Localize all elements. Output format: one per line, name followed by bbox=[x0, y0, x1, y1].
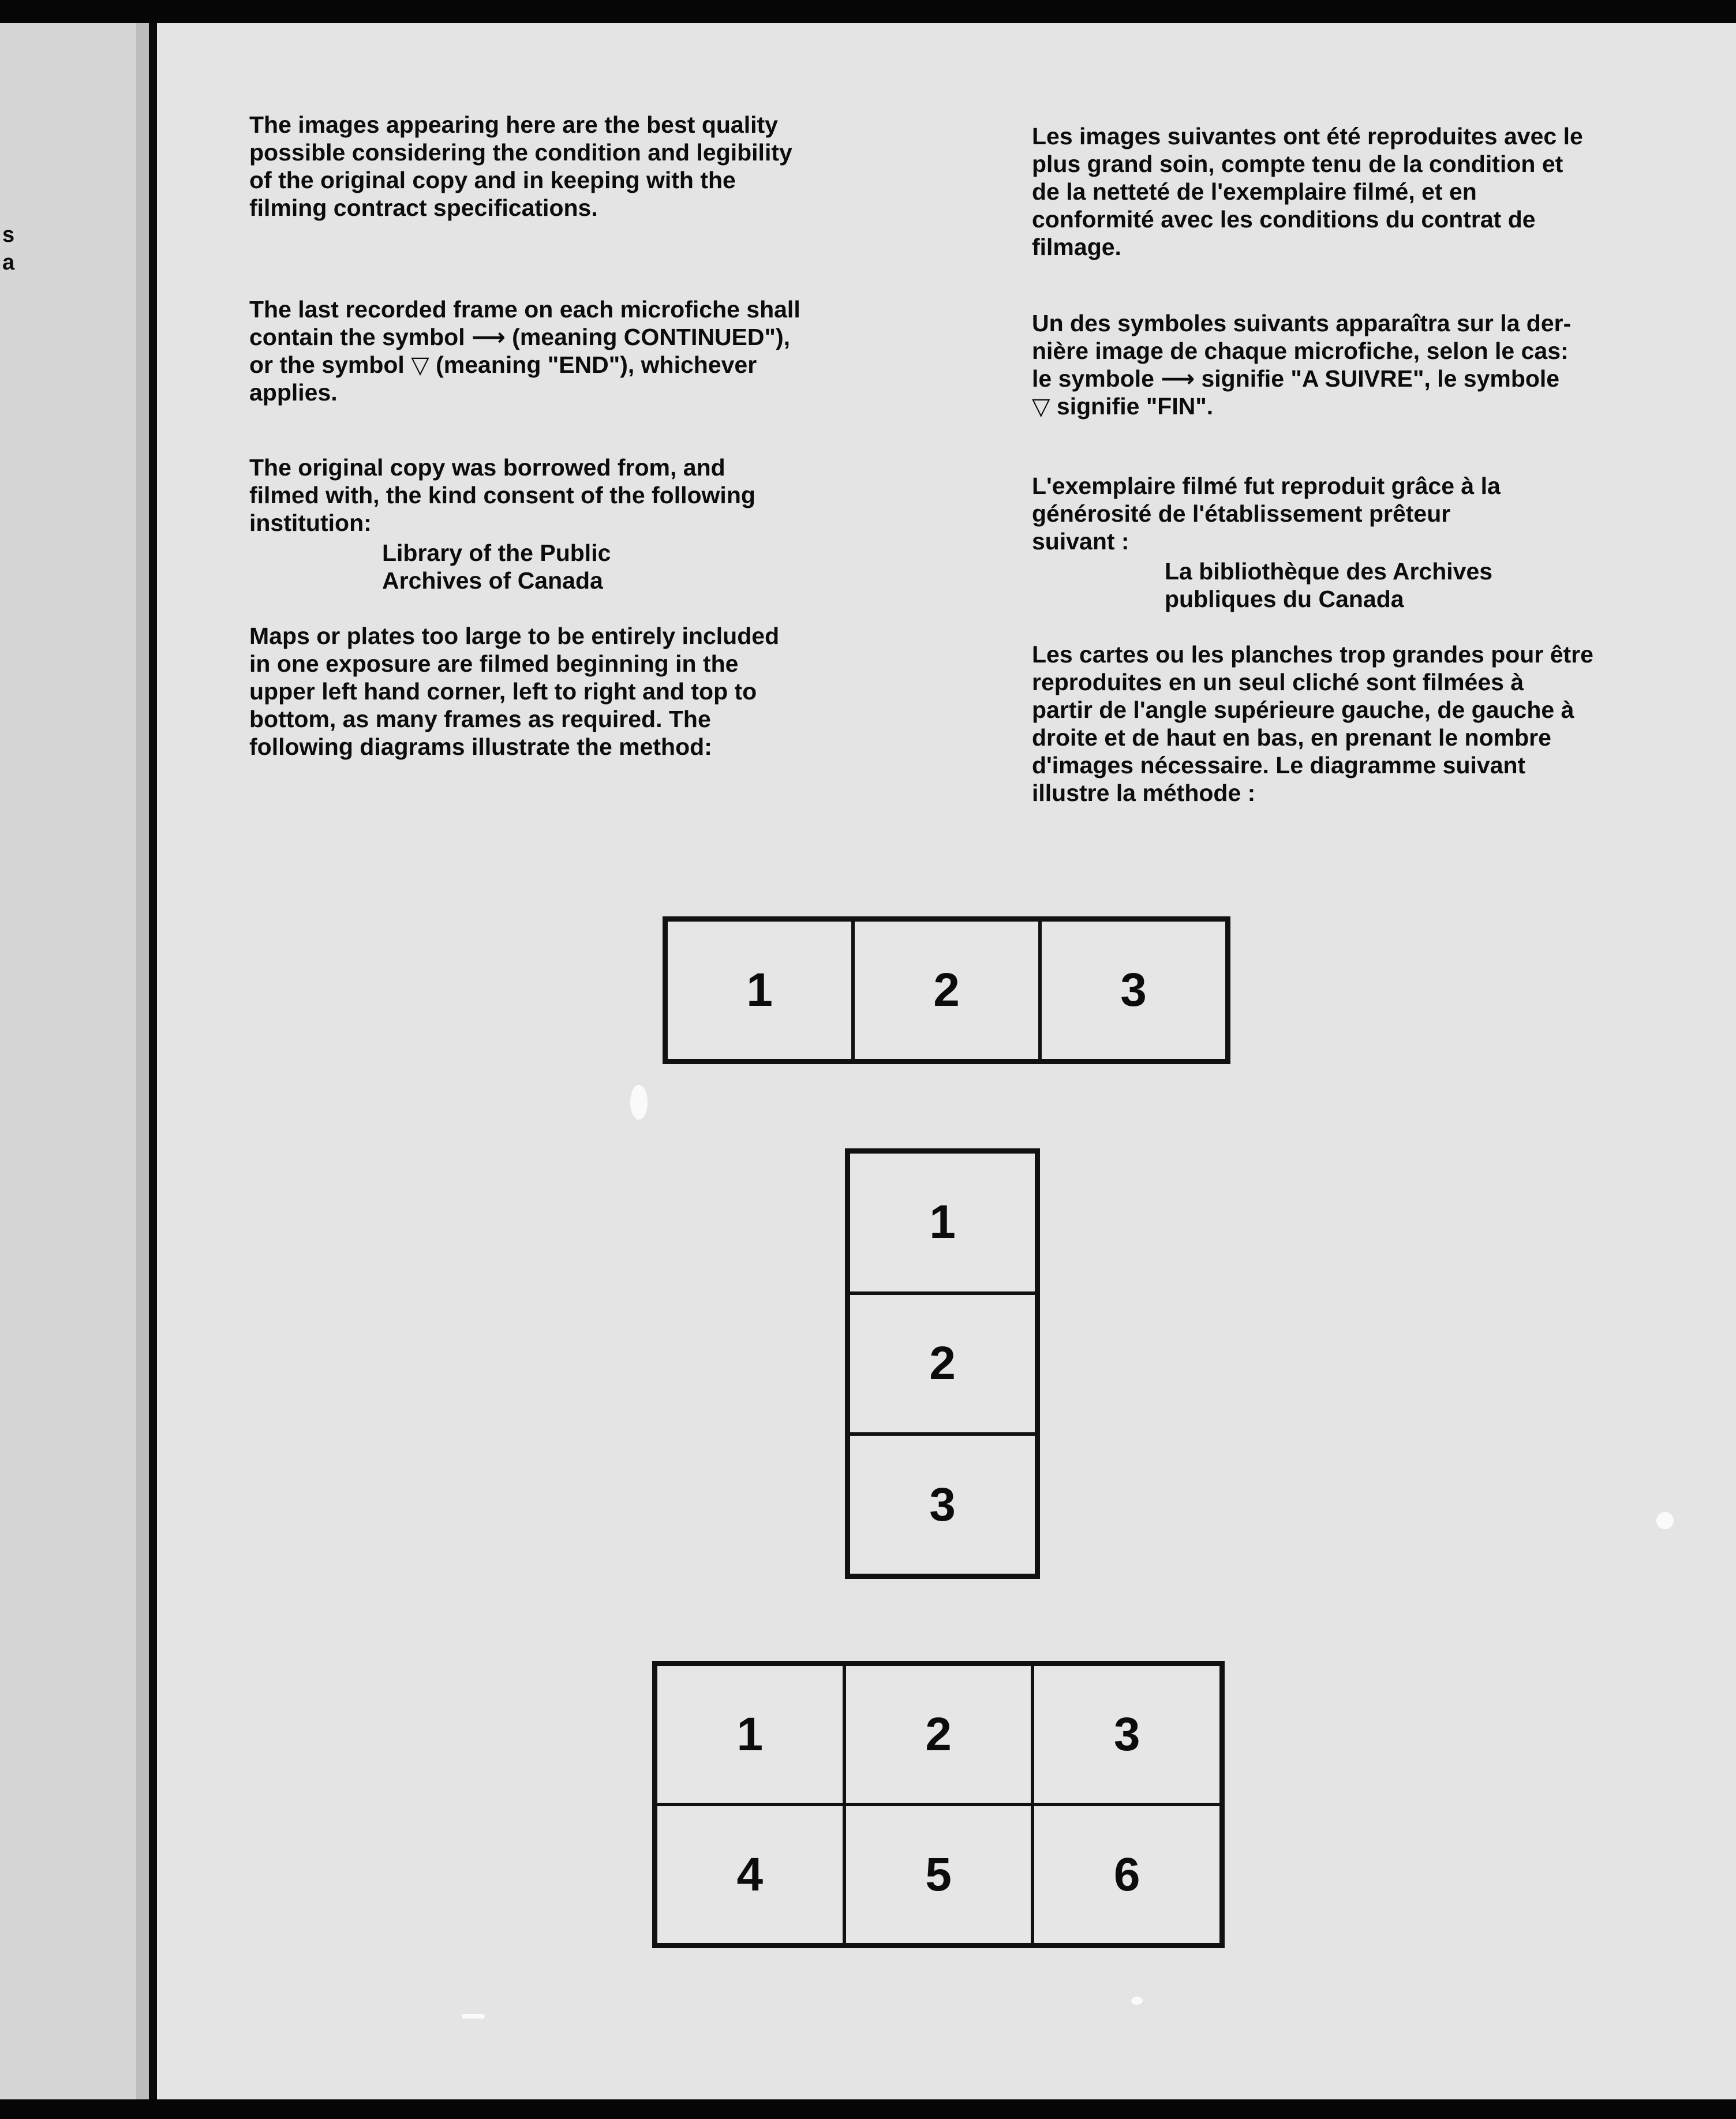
french-paragraph-maps: Les cartes ou les planches trop grandes pour être reproduites en un seul cliché sont filmées à partir de l'angle supérieure gauche, de gauche à droite et de haut en bas, en prenant le nombre d'images nécessaire. Le diagramme suivant illustre la méthode : bbox=[1032, 641, 1593, 806]
frame-cell: 6 bbox=[1032, 1804, 1221, 1945]
french-column bbox=[1032, 122, 1713, 807]
english-institution: Library of the Public Archives of Canada bbox=[382, 540, 611, 594]
french-paragraph-source: L'exemplaire filmé fut reproduit grâce à la générosité de l'établissement prêteur suivant : bbox=[1032, 473, 1501, 555]
frame-cell: 3 bbox=[1040, 920, 1227, 1061]
frame-cell: 2 bbox=[853, 920, 1040, 1061]
page-fold-line bbox=[149, 23, 157, 2099]
french-institution: La bibliothèque des Archives publiques du Canada bbox=[1165, 558, 1493, 612]
french-paragraph-symbols: Un des symboles suivants apparaîtra sur la der- nière image de chaque microfiche, selon le cas: le symbole ⟶ signifie "A SUIVRE", le symbole ▽ signifie "FIN". bbox=[1032, 310, 1572, 420]
english-paragraph-source: The original copy was borrowed from, and filmed with, the kind consent of the following institution: bbox=[249, 454, 755, 536]
english-paragraph-quality: The images appearing here are the best quality possible considering the condition and legibility of the original copy and in keeping with the filming contract specifications. bbox=[249, 111, 792, 221]
dust-speck bbox=[630, 1085, 648, 1120]
margin-fragment-s: s bbox=[2, 223, 15, 247]
french-paragraph-quality: Les images suivantes ont été reproduites avec le plus grand soin, compte tenu de la condition et de la netteté de l'exemplaire filmé, et en conformité avec les conditions du contrat de filmage. bbox=[1032, 123, 1583, 260]
dust-speck bbox=[462, 2014, 485, 2019]
film-edge-bottom bbox=[0, 2099, 1736, 2119]
film-edge-top bbox=[0, 0, 1736, 23]
frame-cell: 3 bbox=[848, 1434, 1037, 1575]
previous-page-strip bbox=[0, 23, 149, 2099]
diagram-row bbox=[663, 916, 1230, 1064]
frame-cell: 1 bbox=[656, 1664, 844, 1804]
diagram-grid bbox=[652, 1661, 1225, 1948]
diagram-column bbox=[845, 1148, 1040, 1579]
frame-cell: 5 bbox=[844, 1804, 1033, 1945]
dust-speck bbox=[1656, 1512, 1674, 1529]
fold-shadow bbox=[136, 23, 149, 2099]
frame-cell: 2 bbox=[844, 1664, 1033, 1804]
dust-speck bbox=[1131, 1997, 1143, 2005]
frame-cell: 1 bbox=[848, 1152, 1037, 1293]
english-paragraph-symbols: The last recorded frame on each microfiche shall contain the symbol ⟶ (meaning CONTINUED"), or the symbol ▽ (meaning "END"), whichever applies. bbox=[249, 296, 800, 406]
frame-cell: 1 bbox=[666, 920, 853, 1061]
english-column bbox=[249, 111, 896, 761]
frame-cell: 3 bbox=[1032, 1664, 1221, 1804]
english-paragraph-maps: Maps or plates too large to be entirely included in one exposure are filmed beginning in the upper left hand corner, left to right and top to bottom, as many frames as required. The following diagrams illustrate the method: bbox=[249, 623, 780, 760]
frame-cell: 4 bbox=[656, 1804, 844, 1945]
frame-cell: 2 bbox=[848, 1293, 1037, 1435]
margin-fragment-a: a bbox=[2, 250, 15, 275]
